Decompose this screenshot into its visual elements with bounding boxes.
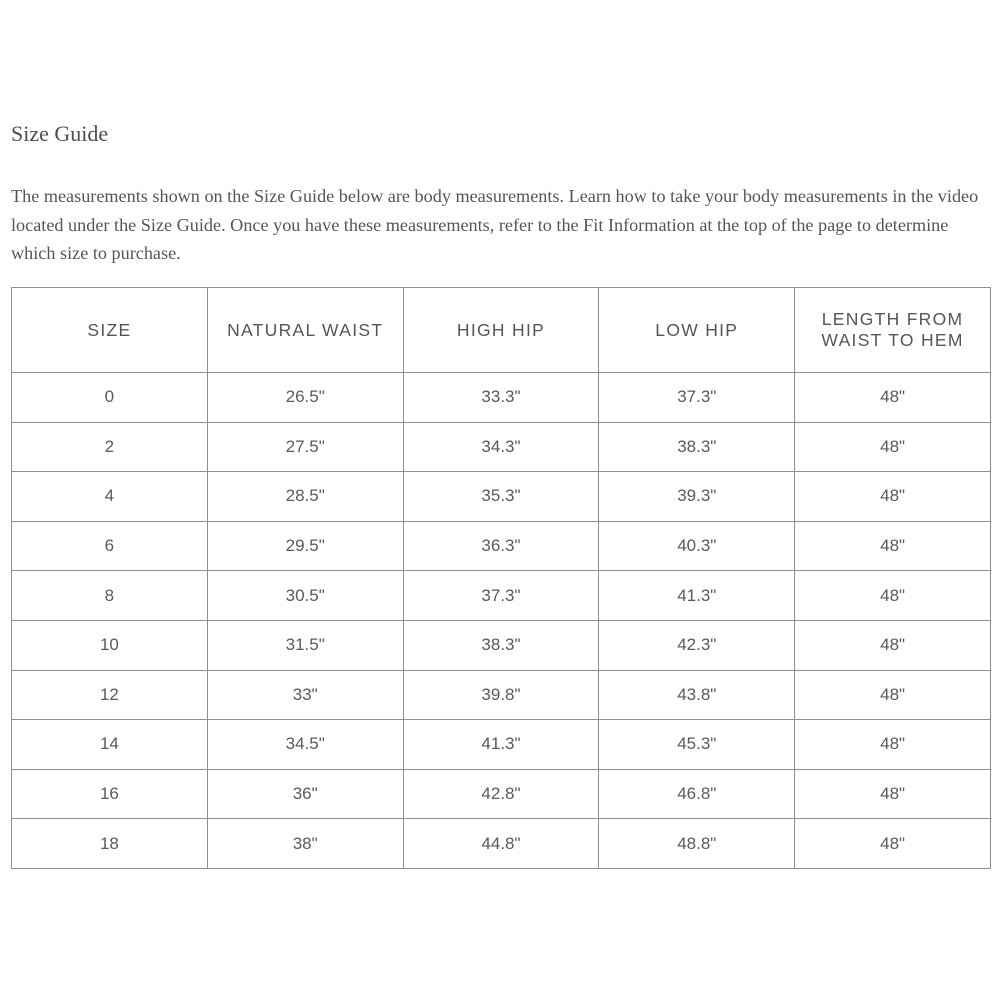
- cell-length: 48": [795, 720, 991, 770]
- cell-length: 48": [795, 521, 991, 571]
- cell-low-hip: 46.8": [599, 769, 795, 819]
- table-row: [12, 620, 991, 670]
- cell-size: 6: [12, 521, 208, 571]
- cell-low-hip: 43.8": [599, 670, 795, 720]
- table-header: [12, 288, 991, 373]
- cell-natural-waist: 27.5": [207, 422, 403, 472]
- cell-length: 48": [795, 571, 991, 621]
- table-row: [12, 373, 991, 423]
- cell-natural-waist: 33": [207, 670, 403, 720]
- column-header-length: LENGTH FROM WAIST TO HEM: [795, 288, 991, 373]
- cell-high-hip: 37.3": [403, 571, 599, 621]
- cell-length: 48": [795, 769, 991, 819]
- cell-size: 10: [12, 620, 208, 670]
- cell-natural-waist: 36": [207, 769, 403, 819]
- cell-length: 48": [795, 819, 991, 869]
- table-row: [12, 521, 991, 571]
- cell-natural-waist: 38": [207, 819, 403, 869]
- cell-size: 4: [12, 472, 208, 522]
- table-row: [12, 571, 991, 621]
- cell-low-hip: 38.3": [599, 422, 795, 472]
- cell-length: 48": [795, 620, 991, 670]
- size-guide-table: [11, 287, 991, 869]
- page-title: Size Guide: [11, 121, 109, 146]
- table-body: [12, 373, 991, 869]
- cell-high-hip: 42.8": [403, 769, 599, 819]
- cell-natural-waist: 30.5": [207, 571, 403, 621]
- intro-paragraph: The measurements shown on the Size Guide below are body measurements. Learn how to take your body measurements in the video located under the Size Guide. Once you have these measurements, refer to the Fit Information at the top of the page to determine which size to purchase.: [11, 186, 979, 263]
- cell-natural-waist: 29.5": [207, 521, 403, 571]
- cell-low-hip: 39.3": [599, 472, 795, 522]
- table-row: [12, 720, 991, 770]
- cell-size: 2: [12, 422, 208, 472]
- table-row: [12, 769, 991, 819]
- header-row: [12, 288, 991, 373]
- cell-size: 0: [12, 373, 208, 423]
- column-header-high-hip: HIGH HIP: [403, 288, 599, 373]
- table-row: [12, 422, 991, 472]
- cell-high-hip: 39.8": [403, 670, 599, 720]
- cell-low-hip: 42.3": [599, 620, 795, 670]
- cell-size: 12: [12, 670, 208, 720]
- cell-high-hip: 35.3": [403, 472, 599, 522]
- table-row: [12, 472, 991, 522]
- cell-low-hip: 48.8": [599, 819, 795, 869]
- cell-low-hip: 45.3": [599, 720, 795, 770]
- cell-high-hip: 33.3": [403, 373, 599, 423]
- cell-size: 18: [12, 819, 208, 869]
- cell-natural-waist: 26.5": [207, 373, 403, 423]
- column-header-natural-waist: NATURAL WAIST: [207, 288, 403, 373]
- table-row: [12, 670, 991, 720]
- cell-high-hip: 41.3": [403, 720, 599, 770]
- cell-low-hip: 40.3": [599, 521, 795, 571]
- cell-high-hip: 44.8": [403, 819, 599, 869]
- column-header-size: SIZE: [12, 288, 208, 373]
- cell-high-hip: 34.3": [403, 422, 599, 472]
- cell-size: 14: [12, 720, 208, 770]
- cell-low-hip: 37.3": [599, 373, 795, 423]
- cell-length: 48": [795, 472, 991, 522]
- cell-high-hip: 36.3": [403, 521, 599, 571]
- cell-high-hip: 38.3": [403, 620, 599, 670]
- cell-natural-waist: 31.5": [207, 620, 403, 670]
- column-header-low-hip: LOW HIP: [599, 288, 795, 373]
- cell-natural-waist: 34.5": [207, 720, 403, 770]
- cell-low-hip: 41.3": [599, 571, 795, 621]
- cell-natural-waist: 28.5": [207, 472, 403, 522]
- cell-length: 48": [795, 373, 991, 423]
- cell-size: 8: [12, 571, 208, 621]
- cell-size: 16: [12, 769, 208, 819]
- table-row: [12, 819, 991, 869]
- cell-length: 48": [795, 670, 991, 720]
- cell-length: 48": [795, 422, 991, 472]
